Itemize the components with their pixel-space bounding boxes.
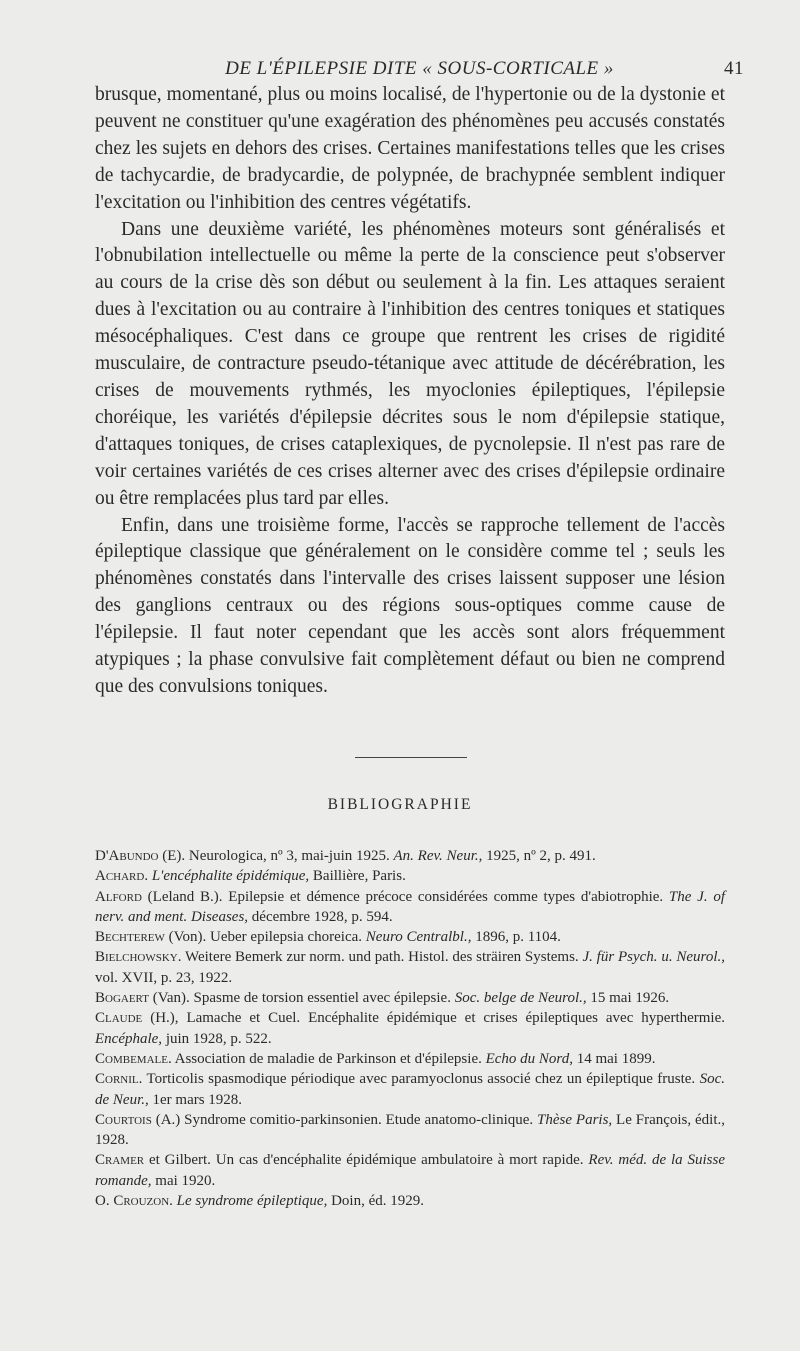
reference-item	[95, 947, 725, 988]
ref-author: Bielchowsky.	[95, 949, 182, 966]
ref-text: (Van). Spasme de torsion essentiel avec épilepsie.	[152, 990, 451, 1007]
ref-text: (A.) Syndrome comitio-parkinsonien. Etude anatomo-clinique.	[155, 1111, 534, 1128]
ref-rest: Baillière, Paris.	[312, 868, 406, 885]
reference-item	[95, 1150, 725, 1191]
ref-author: Courtois	[95, 1111, 152, 1128]
ref-rest: mai 1920.	[155, 1172, 216, 1189]
running-head	[95, 58, 744, 82]
ref-journal: Encéphale,	[95, 1030, 163, 1047]
ref-rest: décembre 1928, p. 594.	[251, 908, 393, 925]
ref-text: Torticolis spasmodique périodique avec paramyoclonus associé chez un épileptique fruste.	[146, 1071, 696, 1088]
body-text	[95, 82, 725, 701]
reference-item	[95, 988, 725, 1008]
section-divider	[355, 757, 467, 758]
ref-text: (H.), Lamache et Cuel. Encéphalite épidémique et crises épileptiques avec hyperthermie.	[150, 1010, 726, 1027]
ref-journal: Neuro Centralbl.,	[365, 929, 472, 946]
reference-item	[95, 866, 725, 886]
ref-journal: J. für Psych. u. Neurol.,	[582, 949, 725, 966]
reference-item	[95, 1008, 725, 1049]
paragraph: Enfin, dans une troisième forme, l'accès se rapproche tellement de l'accès épileptique classique que généralement on le considère comme tel ; seuls les phénomènes constatés dans l'intervalle des crises laissent supposer une lésion des ganglions centraux ou des régions sous-optiques comme cause de l'épilepsie. Il faut noter cependant que les accès sont alors fréquemment atypiques ; la phase convulsive fait complètement défaut ou bien ne comprend que des convulsions toniques.	[95, 514, 725, 697]
ref-author: Achard.	[95, 868, 149, 885]
ref-author: Bogaert	[95, 990, 149, 1007]
ref-journal: Le syndrome épileptique,	[176, 1193, 328, 1210]
ref-rest: 1896, p. 1104.	[475, 929, 561, 946]
reference-item	[95, 887, 725, 928]
page-number: 41	[724, 58, 744, 79]
reference-item	[95, 927, 725, 947]
reference-item	[95, 1069, 725, 1110]
ref-rest: 1925, nº 2, p. 491.	[486, 848, 596, 864]
running-title: DE L'ÉPILEPSIE DITE « SOUS-CORTICALE »	[225, 58, 614, 79]
ref-text: Neurologica, nº 3, mai-juin 1925.	[188, 848, 390, 864]
reference-item	[95, 846, 725, 866]
ref-rest: 15 mai 1926.	[590, 990, 670, 1007]
ref-author: O. Crouzon.	[95, 1193, 173, 1210]
ref-rest: 14 mai 1899.	[576, 1050, 656, 1067]
paragraph: brusque, momentané, plus ou moins localisé, de l'hypertonie ou de la dystonie et peuvent ne constituer qu'une exagération des phénomènes peu accusés constatés chez les sujets en dehors des crises. Certaines manifestations telles que les crises de tachycardie, de bradycardie, de polypnée, de brachypnée semblent indiquer l'excitation ou l'inhibition des centres végétatifs.	[95, 84, 725, 213]
ref-journal: Soc. de Neur.,	[95, 1071, 725, 1108]
ref-rest: Le François, édit., 1928.	[95, 1111, 726, 1149]
ref-journal: An. Rev. Neur.,	[393, 848, 483, 864]
ref-rest: Doin, éd. 1929.	[331, 1193, 425, 1210]
ref-text: et Gilbert. Un cas d'encéphalite épidémique ambulatoire à mort rapide.	[148, 1152, 584, 1169]
ref-rest: juin 1928, p. 522.	[165, 1030, 272, 1047]
ref-journal: Rev. méd. de la Suisse romande,	[95, 1152, 726, 1189]
bibliography-heading: BIBLIOGRAPHIE	[327, 796, 473, 813]
ref-author: D'Abundo (E).	[95, 848, 186, 864]
ref-author: Bechterew	[95, 929, 165, 946]
ref-journal: The J. of nerv. and ment. Diseases,	[95, 888, 725, 925]
ref-author: Combemale.	[95, 1050, 172, 1067]
reference-item	[95, 1049, 725, 1069]
ref-text: Weitere Bemerk zur norm. und path. Histol. des sträiren Systems.	[185, 949, 579, 966]
reference-item	[95, 1110, 725, 1151]
ref-text: Association de maladie de Parkinson et d'épilepsie.	[174, 1050, 482, 1067]
paragraph: Dans une deuxième variété, les phénomènes moteurs sont généralisés et l'obnubilation intellectuelle ou même la perte de la conscience peut s'observer au cours de la crise dès son début ou seulement à la fin. Les attaques seraient dues à l'excitation ou au contraire à l'inhibition des centres toniques et statiques mésocéphaliques. C'est dans ce groupe que rentrent les crises de rigidité musculaire, de contracture pseudo-tétanique avec attitude de décérébration, les crises de mouvements rythmés, les myoclonies épileptiques, l'épilepsie choréique, les variétés d'épilepsie décrites sous le nom d'épilepsie statique, d'attaques toniques, de crises cataplexiques, de pycnolepsie. Il n'est pas rare de voir certaines variétés de ces crises alterner avec des crises d'épilepsie ordinaire ou être remplacées plus tard par elles.	[95, 218, 725, 509]
ref-journal: Echo du Nord,	[485, 1050, 573, 1067]
reference-item	[95, 1191, 725, 1211]
ref-author: Cornil.	[95, 1071, 143, 1088]
ref-journal: Soc. belge de Neurol.,	[454, 990, 587, 1007]
ref-author: Cramer	[95, 1152, 145, 1169]
ref-author: Alford	[95, 888, 142, 905]
ref-text: (Von). Ueber epilepsia choreica.	[168, 929, 363, 946]
ref-journal: L'encéphalite épidémique,	[151, 868, 310, 885]
ref-author: Claude	[95, 1010, 143, 1027]
ref-rest: 1er mars 1928.	[152, 1091, 243, 1108]
ref-journal: Thèse Paris,	[537, 1111, 613, 1128]
ref-text: (Leland B.). Epilepsie et démence précoce considérées comme types d'abiotrophie.	[147, 888, 664, 905]
bibliography-list	[95, 846, 725, 1211]
ref-rest: vol. XVII, p. 23, 1922.	[95, 969, 233, 986]
